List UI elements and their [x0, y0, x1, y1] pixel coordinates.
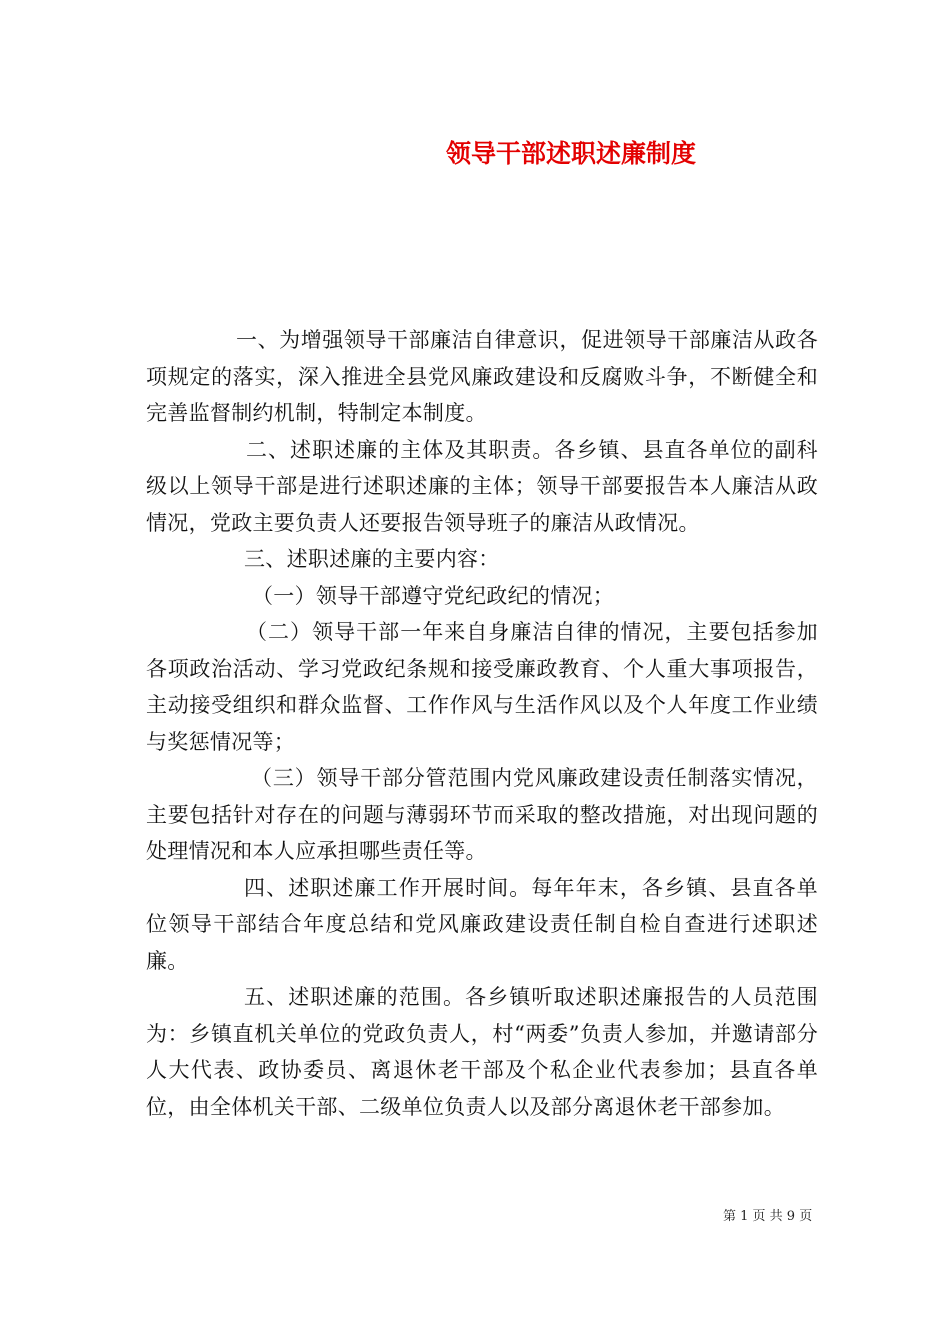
document-title: 领导干部述职述廉制度: [446, 139, 697, 168]
paragraph-3-item-3: （三）领导干部分管范围内党风廉政建设责任制落实情况，主要包括针对存在的问题与薄弱环节而采取的整改措施，对出现问题的处理情况和本人应承担哪些责任等。: [146, 766, 818, 863]
paragraph-3-item-2: （二）领导干部一年来自身廉洁自律的情况，主要包括参加各项政治活动、学习党政纪条规和接受廉政教育、个人重大事项报告，主动接受组织和群众监督、工作作风与生活作风以及个人年度工作业绩与奖惩情况等；: [146, 620, 818, 754]
page-number-footer: 第 1 页 共 9 页: [723, 1209, 813, 1224]
paragraph-2: 二、述职述廉的主体及其职责。各乡镇、县直各单位的副科级以上领导干部是进行述职述廉的主体；领导干部要报告本人廉洁从政情况，党政主要负责人还要报告领导班子的廉洁从政情况。: [146, 437, 818, 535]
paragraph-1: 一、为增强领导干部廉洁自律意识，促进领导干部廉洁从政各项规定的落实，深入推进全县党风廉政建设和反腐败斗争，不断健全和完善监督制约机制，特制定本制度。: [146, 328, 818, 425]
paragraph-4: 四、述职述廉工作开展时间。每年年末，各乡镇、县直各单位领导干部结合年度总结和党风廉政建设责任制自检自查进行述职述廉。: [146, 875, 818, 973]
paragraph-3-item-1: （一）领导干部遵守党纪政纪的情况；: [252, 583, 615, 608]
document-body: [146, 322, 818, 1125]
paragraph-3: 三、述职述廉的主要内容：: [244, 547, 500, 571]
paragraph-5: 五、述职述廉的范围。各乡镇听取述职述廉报告的人员范围为：乡镇直机关单位的党政负责人，村“两委”负责人参加，并邀请部分人大代表、政协委员、离退休老干部及个私企业代表参加；县直各单位，由全体机关干部、二级单位负责人以及部分离退休老干部参加。: [146, 985, 818, 1119]
